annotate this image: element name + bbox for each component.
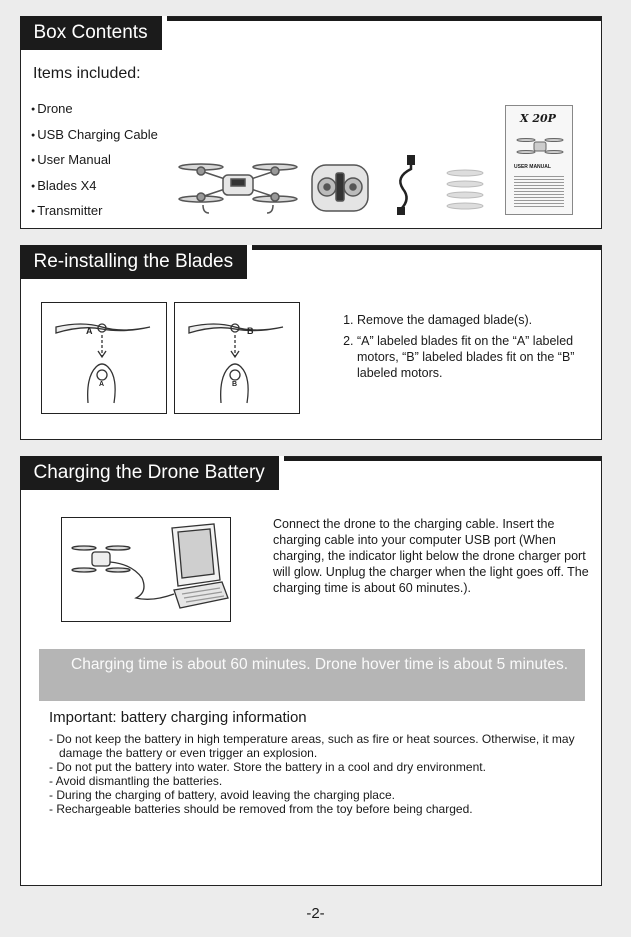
charging-time-banner: Charging time is about 60 minutes. Drone hover time is about 5 minutes. [39, 649, 585, 701]
blades-illustration [445, 167, 485, 213]
charging-diagram [61, 517, 231, 622]
items-list [31, 101, 158, 229]
section-title: Charging the Drone Battery [20, 456, 284, 490]
page-number: -2- [306, 905, 325, 922]
blade-a-motor-label: A [99, 381, 105, 388]
usb-cable-illustration [391, 155, 429, 215]
important-list [49, 732, 579, 816]
user-manual-image [505, 105, 573, 215]
list-item: - During the charging of battery, avoid leaving the charging place. [49, 788, 395, 802]
list-item: ● Drone [31, 101, 158, 127]
blade-b-top-label: B [247, 326, 254, 336]
list-item: ● Transmitter [31, 203, 158, 229]
section-title: Re-installing the Blades [20, 245, 253, 279]
charging-instructions: Connect the drone to the charging cable. Insert the charging cable into your computer USB port (When charging, the indicator light below the drone charger port will glow. Unplug the charger when the light goes off. The charging time is about 60 minutes.). [273, 517, 589, 595]
drone-illustration [173, 149, 303, 217]
list-item: ● USB Charging Cable [31, 127, 158, 153]
transmitter-illustration [309, 157, 371, 215]
manual-text-lines [514, 174, 564, 208]
blade-a-diagram [41, 302, 167, 414]
blade-b-icon [175, 303, 298, 412]
important-heading: Important: battery charging information [49, 709, 307, 726]
list-item: ● User Manual [31, 152, 158, 178]
list-item: - Do not keep the battery in high temperature areas, such as fire or heat sources. Otherwise, it may damage the battery or even trigger an explosion. [49, 732, 575, 760]
items-included-heading: Items included: [33, 65, 141, 82]
blade-b-motor-label: B [232, 381, 238, 388]
manual-label: USER MANUAL [514, 164, 551, 170]
list-item: - Do not put the battery into water. Store the battery in a cool and dry environment. [49, 760, 486, 774]
reinstall-blades-section [20, 245, 602, 440]
list-item: - Rechargeable batteries should be removed from the toy before being charged. [49, 802, 473, 816]
box-contents-section [20, 16, 602, 229]
list-item: 2. “A” labeled blades fit on the “A” labeled motors, “B” labeled blades fit on the “B” labeled motors. [357, 333, 597, 381]
charging-section [20, 456, 602, 886]
reinstall-steps [339, 312, 597, 386]
section-title: Box Contents [20, 16, 167, 50]
blade-a-top-label: A [86, 326, 93, 336]
blade-b-diagram [174, 302, 300, 414]
list-item: - Avoid dismantling the batteries. [49, 774, 223, 788]
manual-model: X 20P [520, 112, 556, 125]
list-item: ● Blades X4 [31, 178, 158, 204]
blade-a-icon [42, 303, 165, 412]
laptop-drone-icon [62, 518, 229, 620]
manual-drone-icon [516, 134, 564, 158]
list-item: 1. Remove the damaged blade(s). [357, 312, 597, 328]
